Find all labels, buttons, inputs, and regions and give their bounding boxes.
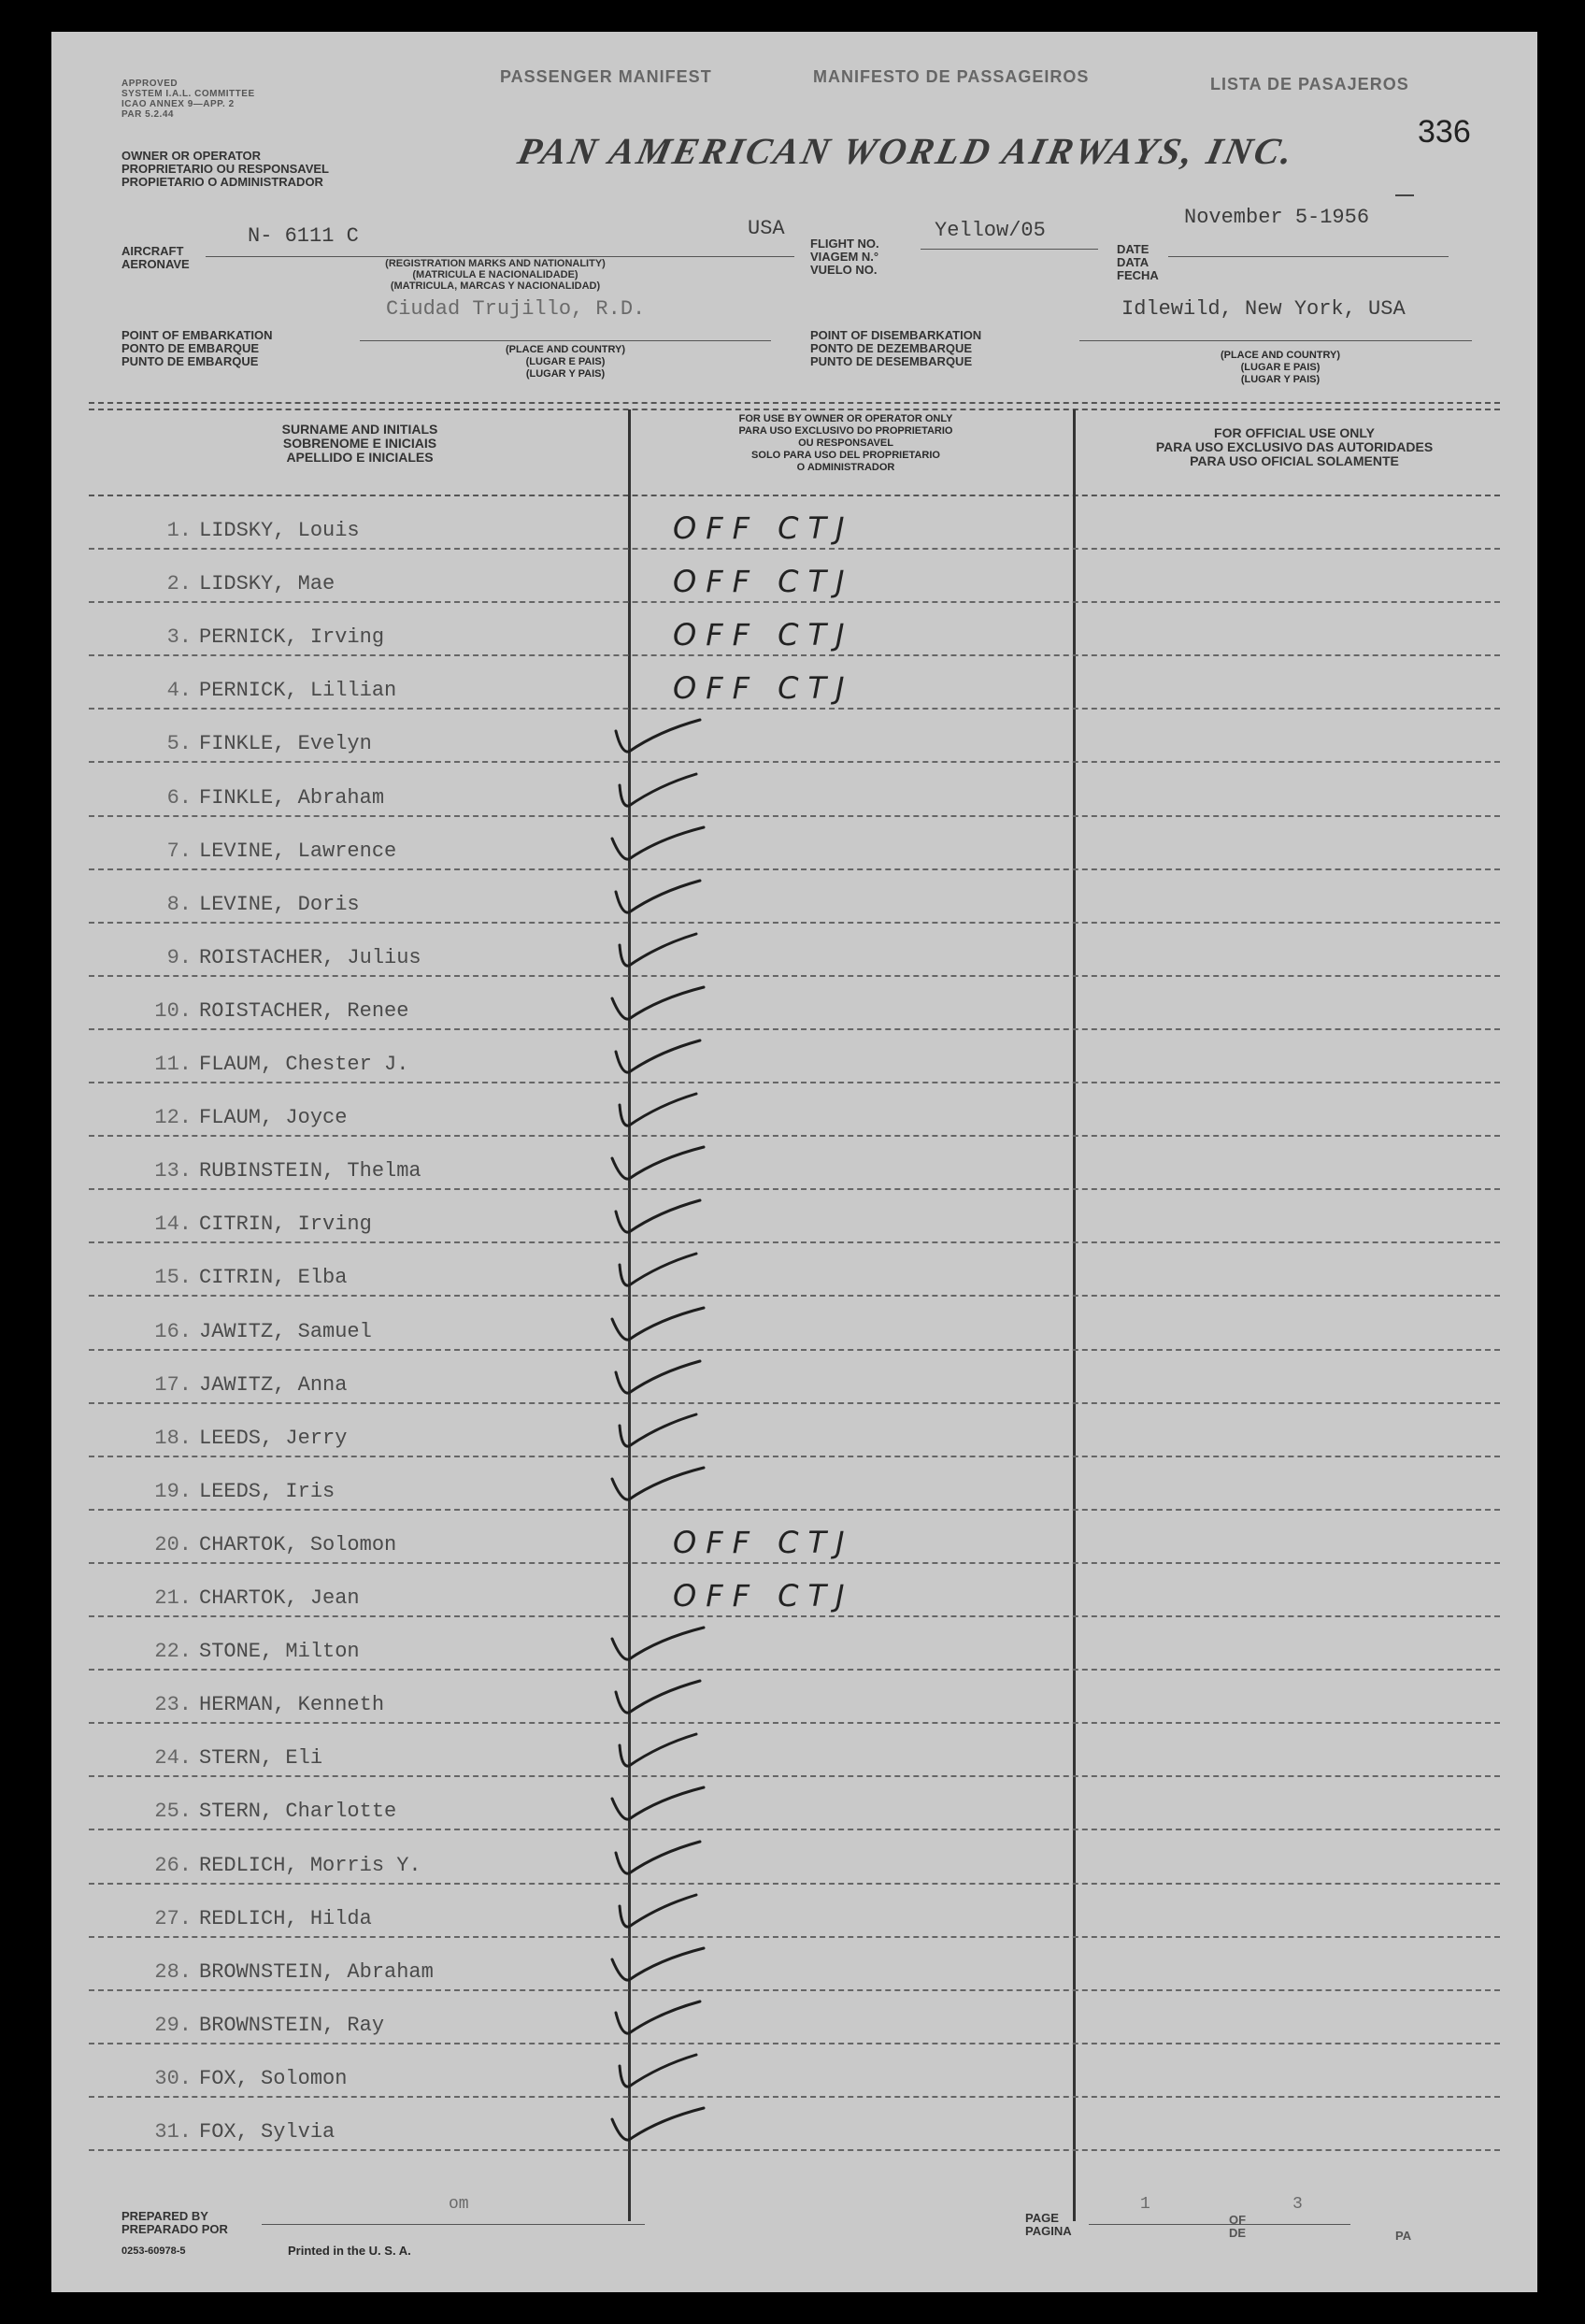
page-label: PAGE [1025, 2211, 1059, 2225]
table-row [51, 1457, 1537, 1511]
row-number: 24. [154, 1746, 192, 1771]
passenger-name: PERNICK, Irving [199, 625, 385, 650]
passenger-name: BROWNSTEIN, Ray [199, 2013, 385, 2037]
row-number: 30. [154, 2066, 192, 2090]
passenger-name: JAWITZ, Samuel [199, 1319, 372, 1343]
embark-labels [121, 329, 273, 368]
date-label: DATA [1117, 255, 1149, 269]
row-number: 26. [154, 1853, 192, 1877]
place-label: (PLACE AND COUNTRY) [505, 344, 626, 355]
check-mark-icon [584, 2101, 715, 2147]
check-mark-icon [584, 1727, 715, 1773]
column-label: APELLIDO E INICIALES [286, 450, 434, 465]
handwritten-note: OFF CTJ [673, 1578, 854, 1614]
row-number: 16. [154, 1319, 192, 1343]
table-row [51, 2044, 1537, 2098]
approval-block [121, 79, 255, 120]
row-number: 5. [166, 732, 192, 756]
operator-column-header [631, 413, 1061, 474]
passenger-name: STONE, Milton [199, 1640, 360, 1664]
place-label: (LUGAR Y PAIS) [1240, 374, 1321, 385]
handwritten-note: OFF CTJ [673, 670, 854, 707]
column-label: SOBRENOME E INICIAIS [282, 436, 437, 451]
official-column-header [1079, 426, 1509, 468]
passenger-name: LEVINE, Lawrence [199, 839, 397, 863]
aircraft-label: AERONAVE [121, 257, 190, 271]
table-row [51, 817, 1537, 870]
row-number: 23. [154, 1693, 192, 1717]
place-label: (LUGAR E PAIS) [525, 356, 606, 367]
column-label: FOR USE BY OWNER OR OPERATOR ONLY [738, 413, 953, 424]
passenger-name: FINKLE, Abraham [199, 785, 385, 810]
column-label: PARA USO EXCLUSIVO DO PROPRIETARIO [738, 425, 953, 437]
row-number: 14. [154, 1212, 192, 1237]
of-label: DE [1229, 2226, 1247, 2240]
title-english: PASSENGER MANIFEST [500, 67, 712, 86]
table-row [51, 1564, 1537, 1617]
table-row [51, 603, 1537, 656]
row-number: 20. [154, 1532, 192, 1557]
handwritten-note: OFF CTJ [673, 510, 854, 547]
date-labels [1117, 243, 1159, 282]
handwritten-note: OFF CTJ [673, 1524, 854, 1560]
table-row [51, 1885, 1537, 1938]
row-number: 15. [154, 1266, 192, 1290]
row-number: 25. [154, 1800, 192, 1824]
disembark-place-labels [1187, 350, 1374, 386]
place-label: (PLACE AND COUNTRY) [1220, 350, 1341, 361]
table-row [51, 1351, 1537, 1404]
page-number: 336 [1418, 114, 1471, 150]
table-row [51, 710, 1537, 763]
check-mark-icon [584, 1780, 715, 1827]
approval-line: APPROVED [121, 79, 178, 89]
check-mark-icon [584, 1193, 715, 1240]
table-row [51, 1243, 1537, 1297]
check-mark-icon [584, 1300, 715, 1347]
row-number: 18. [154, 1426, 192, 1450]
row-number: 21. [154, 1586, 192, 1611]
disembark-labels [810, 329, 981, 368]
place-label: (LUGAR Y PAIS) [525, 368, 606, 380]
check-mark-icon [584, 1887, 715, 1934]
table-row [51, 1831, 1537, 1885]
row-number: 8. [166, 892, 192, 916]
passenger-name: FLAUM, Joyce [199, 1106, 348, 1130]
passenger-name: FOX, Sylvia [199, 2120, 336, 2145]
check-mark-icon [584, 712, 715, 759]
check-mark-icon [584, 1086, 715, 1133]
registration-label: (MATRICULA E NACIONALIDADE) [412, 269, 578, 280]
page-labels [1025, 2212, 1072, 2238]
passenger-name: FLAUM, Chester J. [199, 1053, 409, 1077]
owner-label: PROPIETARIO O ADMINISTRADOR [121, 175, 323, 189]
place-label: (LUGAR E PAIS) [1240, 362, 1321, 373]
table-row [51, 1777, 1537, 1830]
owner-label: PROPRIETARIO OU RESPONSAVEL [121, 162, 329, 176]
row-number: 29. [154, 2013, 192, 2037]
page-label: PAGINA [1025, 2224, 1072, 2238]
owner-label: OWNER OR OPERATOR [121, 149, 262, 163]
check-mark-icon [584, 926, 715, 973]
aircraft-label: AIRCRAFT [121, 244, 184, 258]
embark-place-labels [472, 344, 659, 380]
table-row [51, 1190, 1537, 1243]
handwritten-note: OFF CTJ [673, 617, 854, 653]
check-mark-icon [584, 767, 715, 813]
flight-label: VUELO NO. [810, 263, 878, 277]
embark-label: PONTO DE EMBARQUE [121, 341, 260, 355]
of-label: OF [1229, 2213, 1247, 2227]
passenger-name: STERN, Charlotte [199, 1800, 397, 1824]
aircraft-labels [121, 245, 190, 271]
passenger-name: FOX, Solomon [199, 2066, 348, 2090]
disembarkation-point: Idlewild, New York, USA [1121, 297, 1406, 321]
passenger-name: ROISTACHER, Julius [199, 945, 421, 969]
date-label: FECHA [1117, 268, 1159, 282]
table-row [51, 1724, 1537, 1777]
table-row [51, 1617, 1537, 1671]
title-portuguese: MANIFESTO DE PASSAGEIROS [813, 67, 1090, 86]
column-label: FOR OFFICIAL USE ONLY [1214, 425, 1375, 440]
row-number: 4. [166, 679, 192, 703]
check-mark-icon [584, 1460, 715, 1507]
owner-labels [121, 150, 329, 189]
prepared-label: PREPARADO POR [121, 2222, 228, 2236]
column-label: O ADMINISTRADOR [796, 462, 895, 473]
check-mark-icon [584, 1673, 715, 1720]
table-row [51, 1083, 1537, 1137]
flight-date: November 5-1956 [1184, 206, 1370, 229]
table-row [51, 656, 1537, 710]
passenger-name: FINKLE, Evelyn [199, 732, 372, 756]
row-number: 22. [154, 1640, 192, 1664]
table-row [51, 1938, 1537, 1991]
name-column-header [126, 423, 593, 465]
flight-label: VIAGEM N.° [810, 250, 879, 264]
row-number: 31. [154, 2120, 192, 2145]
table-row [51, 1404, 1537, 1457]
flight-labels [810, 237, 879, 277]
table-row [51, 1298, 1537, 1351]
table-row [51, 977, 1537, 1030]
table-row [51, 496, 1537, 550]
column-label: SOLO PARA USO DEL PROPRIETARIO [751, 450, 940, 461]
prepared-by: om [449, 2195, 469, 2214]
embark-label: PUNTO DE EMBARQUE [121, 354, 259, 368]
approval-line: PAR 5.2.44 [121, 109, 174, 120]
passenger-name: LEEDS, Jerry [199, 1426, 348, 1450]
check-mark-icon [584, 820, 715, 867]
row-number: 13. [154, 1159, 192, 1184]
registration-label: (MATRICULA, MARCAS Y NACIONALIDAD) [390, 280, 601, 292]
row-number: 12. [154, 1106, 192, 1130]
row-number: 17. [154, 1372, 192, 1397]
printed-note: Printed in the U. S. A. [288, 2244, 411, 2258]
check-mark-icon [584, 1834, 715, 1881]
check-mark-icon [584, 1140, 715, 1186]
passenger-name: RUBINSTEIN, Thelma [199, 1159, 421, 1184]
check-mark-icon [584, 1994, 715, 2041]
check-mark-icon [584, 2047, 715, 2094]
row-number: 19. [154, 1479, 192, 1503]
table-row [51, 1137, 1537, 1190]
prepared-labels [121, 2210, 228, 2236]
passenger-name: HERMAN, Kenneth [199, 1693, 385, 1717]
handwritten-note: OFF CTJ [673, 564, 854, 600]
aircraft-nationality: USA [748, 217, 785, 240]
passenger-name: LEEDS, Iris [199, 1479, 336, 1503]
passenger-name: CITRIN, Irving [199, 1212, 372, 1237]
passenger-name: LIDSKY, Mae [199, 572, 336, 596]
row-number: 6. [166, 785, 192, 810]
flight-label: FLIGHT NO. [810, 237, 879, 251]
row-number: 1. [166, 519, 192, 543]
row-number: 3. [166, 625, 192, 650]
passenger-name: CITRIN, Elba [199, 1266, 348, 1290]
approval-line: ICAO ANNEX 9—APP. 2 [121, 99, 235, 109]
passenger-name: BROWNSTEIN, Abraham [199, 1959, 434, 1984]
operator-name: PAN AMERICAN WORLD AIRWAYS, INC. [514, 130, 1300, 172]
of-labels [1229, 2214, 1246, 2240]
column-label: SURNAME AND INITIALS [281, 422, 438, 437]
table-row [51, 550, 1537, 603]
date-label: DATE [1117, 242, 1149, 256]
disembark-label: PONTO DE DEZEMBARQUE [810, 341, 973, 355]
check-mark-icon [584, 1620, 715, 1667]
flight-number: Yellow/05 [935, 219, 1046, 242]
column-label: PARA USO OFICIAL SOLAMENTE [1190, 453, 1399, 468]
of-value: 3 [1292, 2195, 1303, 2214]
row-number: 2. [166, 572, 192, 596]
title-spanish: LISTA DE PASAJEROS [1210, 75, 1409, 93]
table-row [51, 1991, 1537, 2044]
pa-label: PA [1395, 2229, 1412, 2243]
table-row [51, 1030, 1537, 1083]
table-row [51, 924, 1537, 977]
check-mark-icon [584, 1354, 715, 1400]
row-number: 28. [154, 1959, 192, 1984]
passenger-name: CHARTOK, Jean [199, 1586, 360, 1611]
passenger-name: REDLICH, Morris Y. [199, 1853, 421, 1877]
row-number: 10. [154, 998, 192, 1023]
check-mark-icon [584, 1033, 715, 1080]
row-number: 27. [154, 1906, 192, 1930]
aircraft-registration: N- 6111 C [248, 224, 359, 248]
column-label: PARA USO EXCLUSIVO DAS AUTORIDADES [1155, 439, 1434, 454]
table-row [51, 870, 1537, 924]
table-row [51, 1511, 1537, 1564]
manifest-page [51, 32, 1537, 2292]
passenger-name: LIDSKY, Louis [199, 519, 360, 543]
table-row [51, 1671, 1537, 1724]
embark-label: POINT OF EMBARKATION [121, 328, 273, 342]
passenger-name: CHARTOK, Solomon [199, 1532, 397, 1557]
passenger-name: REDLICH, Hilda [199, 1906, 372, 1930]
passenger-name: STERN, Eli [199, 1746, 323, 1771]
passenger-name: ROISTACHER, Renee [199, 998, 409, 1023]
check-mark-icon [584, 1407, 715, 1454]
passenger-name: PERNICK, Lillian [199, 679, 397, 703]
passenger-name: JAWITZ, Anna [199, 1372, 348, 1397]
form-number: 0253-60978-5 [121, 2245, 186, 2257]
check-mark-icon [584, 980, 715, 1026]
column-label: OU RESPONSAVEL [798, 438, 893, 449]
registration-labels [299, 258, 692, 292]
passenger-name: LEVINE, Doris [199, 892, 360, 916]
table-row [51, 2098, 1537, 2151]
check-mark-icon [584, 1941, 715, 1987]
row-number: 9. [166, 945, 192, 969]
approval-line: SYSTEM I.A.L. COMMITTEE [121, 89, 255, 99]
row-number: 11. [154, 1053, 192, 1077]
disembark-label: PUNTO DE DESEMBARQUE [810, 354, 973, 368]
prepared-label: PREPARED BY [121, 2209, 208, 2223]
embarkation-point: Ciudad Trujillo, R.D. [386, 297, 646, 321]
disembark-label: POINT OF DISEMBARKATION [810, 328, 982, 342]
page-value: 1 [1140, 2195, 1150, 2214]
check-mark-icon [584, 873, 715, 920]
table-row [51, 764, 1537, 817]
row-number: 7. [166, 839, 192, 863]
check-mark-icon [584, 1246, 715, 1293]
registration-label: (REGISTRATION MARKS AND NATIONALITY) [385, 258, 606, 269]
